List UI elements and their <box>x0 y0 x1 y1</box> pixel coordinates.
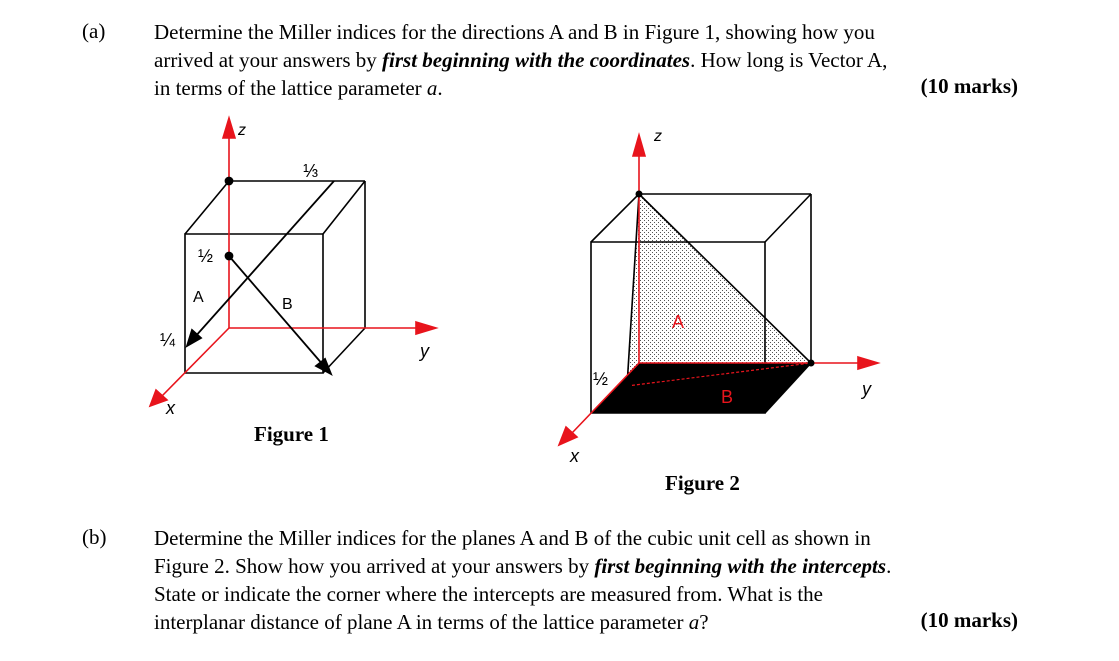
part-b-line-4 <box>154 608 891 636</box>
figure-2-caption: Figure 2 <box>665 471 740 495</box>
part-b-question <box>154 524 891 636</box>
part-a-line-1: Determine the Miller indices for the directions A and B in Figure 1, showing how you <box>154 20 875 44</box>
part-b-line-4-pre: interplanar distance of plane A in terms of the lattice parameter <box>154 610 689 634</box>
vector-b-line <box>229 256 324 366</box>
figure-1 <box>150 118 436 418</box>
figure-2-axis-x: x <box>570 446 579 466</box>
figure-2-plane-a-label: A <box>672 312 685 332</box>
part-b-marks: (10 marks) <box>920 608 1018 632</box>
figure-1-axis-y: y <box>420 341 429 361</box>
part-a-line-3-post: . <box>437 76 443 100</box>
vector-a-line <box>194 181 334 338</box>
plane-b <box>591 363 811 413</box>
figure-2-axis-y: y <box>862 379 871 399</box>
figure-2-axis-z: z <box>654 128 662 145</box>
part-a-line-2-pre: arrived at your answers by <box>154 48 383 72</box>
figure-2 <box>559 128 878 466</box>
figure-1-vector-a-label: A <box>193 289 204 306</box>
figure-1-point-top <box>226 178 233 185</box>
figure-1-label-third: ⅓ <box>303 161 319 181</box>
part-b-label: (b) <box>82 525 107 549</box>
figure-2-plane-b-label: B <box>721 387 734 407</box>
figure-1-axis-x: x <box>166 398 175 418</box>
part-b-line-2-pre: Figure 2. Show how you arrived at your answers by <box>154 554 595 578</box>
figure-1-point-half <box>226 253 233 260</box>
figure-1-vector-b-label: B <box>282 296 293 313</box>
part-b-emphasis: first beginning with the intercepts <box>594 554 887 578</box>
figure-2-label-half: ½ <box>593 369 609 389</box>
part-a-label: (a) <box>82 19 106 43</box>
part-b-lattice-var: a <box>688 610 700 634</box>
figure-1-axis-z: z <box>238 122 246 139</box>
figure-1-caption: Figure 1 <box>254 422 329 446</box>
part-a-emphasis: first beginning with the coordinates <box>382 48 691 72</box>
part-b-line-2-post: . <box>886 554 892 578</box>
figure-1-label-half: ½ <box>198 246 214 266</box>
part-a-line-3-pre: in terms of the lattice parameter <box>154 76 427 100</box>
part-a-marks: (10 marks) <box>920 74 1018 98</box>
part-b-line-1: Determine the Miller indices for the planes A and B of the cubic unit cell as shown in <box>154 526 871 550</box>
part-b-line-3: State or indicate the corner where the intercepts are measured from. What is the <box>154 582 823 606</box>
part-b-line-2 <box>154 552 891 580</box>
figure-1-label-quarter: ¼ <box>160 330 176 350</box>
part-a-lattice-var: a <box>426 76 438 100</box>
part-b-line-4-post: ? <box>699 610 709 634</box>
part-a-line-2-post: . How long is Vector A, <box>690 48 888 72</box>
figure-1-axes <box>150 118 436 406</box>
figure-1-vectors <box>187 178 334 375</box>
